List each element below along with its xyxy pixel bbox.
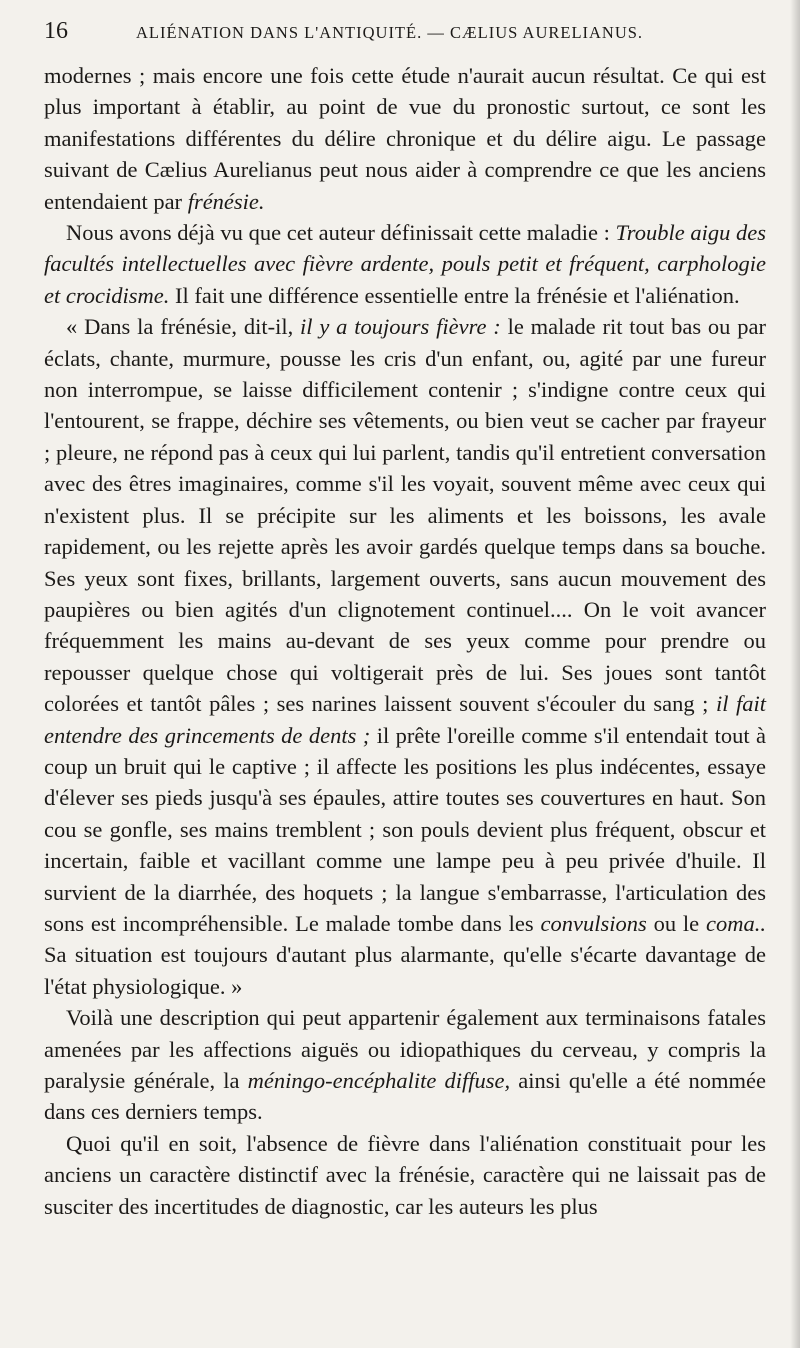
italic-term: méningo-encéphalite diffuse, [247, 1068, 511, 1093]
paragraph-text: Voilà une description qui peut appartenir également aux terminaisons fatales amenées par les affections aiguës ou idiopathiques du cerveau, y compris la paralysie générale, la [44, 1005, 766, 1093]
paragraph-5 [44, 1128, 766, 1222]
paragraph-1 [44, 60, 766, 217]
paragraph-text: Nous avons déjà vu que cet auteur définissait cette maladie : [66, 220, 616, 246]
paragraph-text: ou le [646, 910, 706, 936]
paragraph-text: Il fait une différence essentielle entre la frénésie et l'aliénation. [169, 282, 740, 308]
paragraph-text: il prête l'oreille comme s'il entendait tout à coup un bruit qui le captive ; il affecte les positions les plus indécentes, essaye d'élever ses pieds jusqu'à ses épaules, attire toutes ses couvertures en haut. Son cou se gonfle, ses mains tremblent ; son pouls devient plus fréquent, obscur et incertain, faible et vacillant comme une lampe peu à peu privée d'huile. Il survient de la diarrhée, des hoquets ; la langue s'embarrasse, l'articulation des sons est incompréhensible. Le malade tombe dans les [44, 722, 766, 936]
paragraph-text: Quoi qu'il en soit, l'absence de fièvre dans l'aliénation constituait pour les anciens un caractère distinctif avec la frénésie, caractère qui ne laissait pas de susciter des incertitudes de diagnostic, car les auteurs les plus [44, 1130, 766, 1219]
italic-term: coma.. [706, 910, 766, 936]
italic-term: convulsions [540, 910, 647, 936]
paragraph-4 [44, 1002, 766, 1128]
italic-phrase: il fait entendre des grincements de dents ; [44, 691, 766, 748]
italic-definition: Trouble aigu des facultés intellectuelles avec fièvre ardente, pouls petit et fréquent, carphologie et crocidisme. [44, 220, 766, 308]
paragraph-text: « Dans la frénésie, dit-il, [66, 314, 301, 340]
paragraph-2 [44, 217, 766, 311]
italic-term: frénésie. [187, 188, 265, 214]
page-edge-shadow [790, 0, 800, 1348]
paragraph-text: modernes ; mais encore une fois cette étude n'aurait aucun résultat. Ce qui est plus important à établir, au point de vue du pronostic surtout, ce sont les manifestations différentes du délire chronique et du délire aigu. Le passage suivant de Cælius Aurelianus peut nous aider à comprendre ce que les anciens entendaient par [44, 63, 766, 214]
page-header [44, 18, 766, 58]
body-text [44, 60, 766, 1222]
paragraph-3-quotation [44, 311, 766, 1002]
paragraph-text: ainsi qu'elle a été nommée dans ces derniers temps. [44, 1068, 766, 1125]
paragraph-text: le malade rit tout bas ou par éclats, chante, murmure, pousse les cris d'un enfant, ou, agité par une fureur non interrompue, se laisse difficilement contenir ; s'indigne contre ceux qui l'entourent, se frappe, déchire ses vêtements, ou bien veut se cacher par frayeur ; pleure, ne répond pas à ceux qui lui parlent, tandis qu'il entretient conversation avec des êtres imaginaires, comme s'il les voyait, souvent même avec ceux qui n'existent plus. Il se précipite sur les aliments et les boissons, les avale rapidement, ou les rejette après les avoir gardés quelque temps dans sa bouche. Ses yeux sont fixes, brillants, largement ouverts, sans aucun mouvement des paupières ou bien agités d'un clignotement continuel.... On le voit avancer fréquemment les mains au-devant de ses yeux comme pour prendre ou repousser quelque chose qui voltigerait près de lui. Ses joues sont tantôt colorées et tantôt pâles ; ses narines laissent souvent s'écouler du sang ; [44, 314, 766, 717]
paragraph-text: Sa situation est toujours d'autant plus alarmante, qu'elle s'écarte davantage de l'état physiologique. » [44, 942, 766, 999]
page-number: 16 [44, 18, 68, 44]
italic-phrase: il y a toujours fièvre : [300, 314, 501, 340]
running-title: ALIÉNATION DANS L'ANTIQUITÉ. — CÆLIUS AURELIANUS. [136, 23, 644, 42]
